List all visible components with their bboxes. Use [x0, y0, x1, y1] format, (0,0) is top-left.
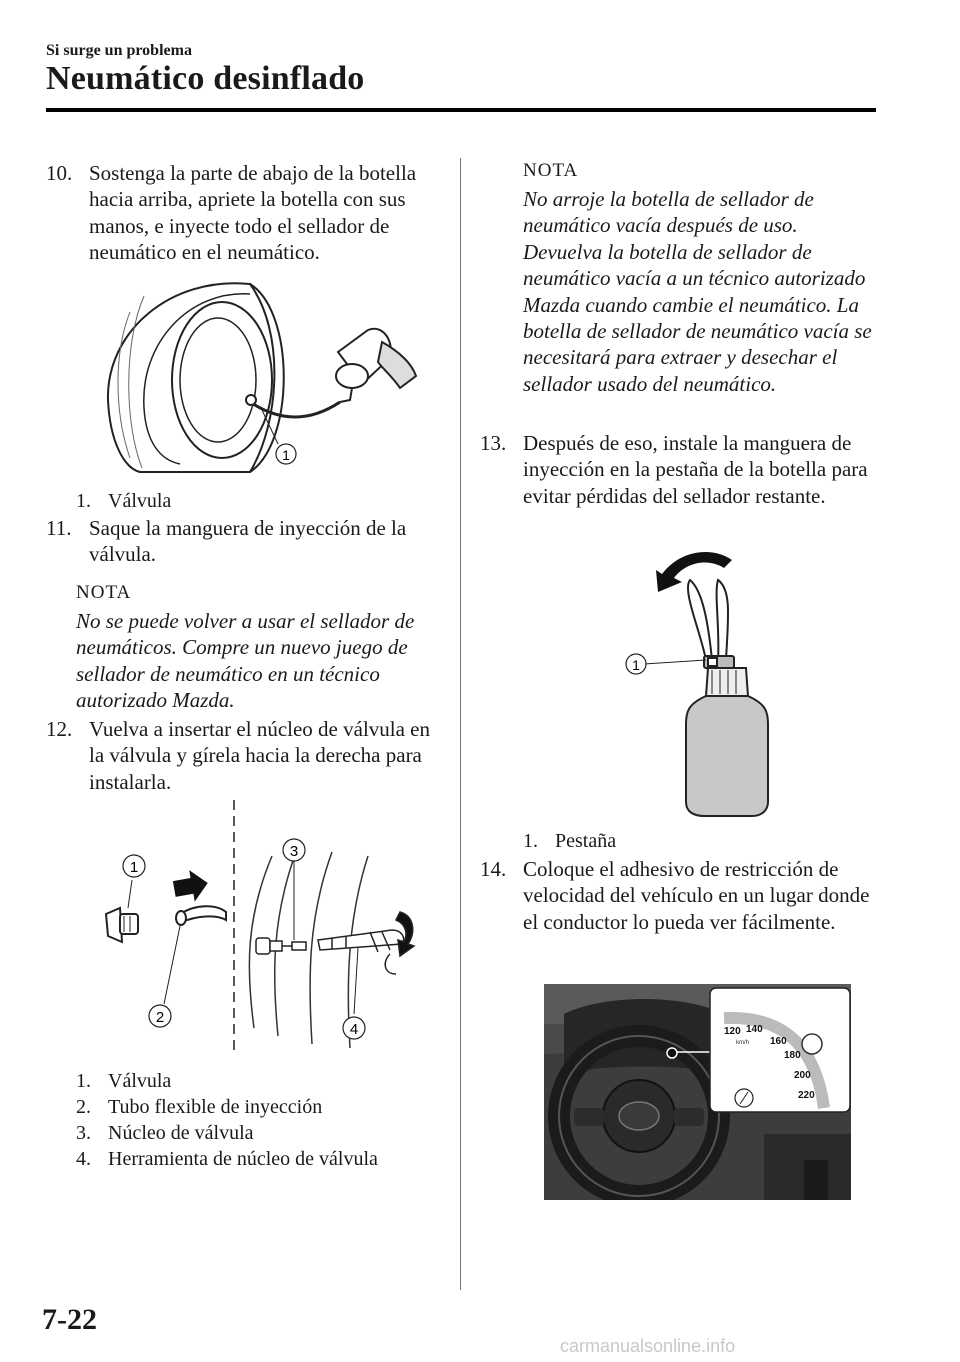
svg-text:1: 1	[632, 657, 640, 673]
step-number: 11.	[46, 516, 72, 540]
speed-tick: 140	[746, 1024, 763, 1035]
dashboard-photo	[544, 984, 851, 1200]
step-number: 14.	[480, 857, 507, 881]
fig1-caption	[76, 488, 171, 514]
speed-tick: 220	[798, 1090, 815, 1101]
speedometer-inset	[710, 988, 850, 1112]
svg-text:1: 1	[129, 859, 139, 876]
step-text: Después de eso, instale la manguera de inyección en la pestaña de la botella para evitar pérdidas del sellador restante.	[523, 431, 868, 508]
fig2-caption	[76, 1068, 378, 1172]
caption-item: 4. Herramienta de núcleo de válvula	[76, 1148, 378, 1170]
speed-tick: 160	[770, 1036, 787, 1047]
page-number: 7-22	[42, 1303, 97, 1336]
svg-text:2: 2	[155, 1009, 165, 1026]
step-14	[480, 856, 880, 935]
callout-1	[123, 855, 145, 877]
caption-item: 1. Válvula	[76, 1070, 172, 1092]
fig3-caption	[523, 828, 616, 854]
title-rule	[46, 108, 876, 112]
step-13	[480, 430, 880, 509]
step-number: 10.	[46, 161, 73, 185]
speed-unit: km/h	[736, 1040, 750, 1046]
step-12	[46, 716, 436, 795]
tire-sealant-illustration	[100, 272, 420, 480]
callout-2	[149, 1005, 171, 1027]
nota-text: No arroje la botella de sellador de neumático vacía después de uso. Devuelva la botella de sellador de neumático vacía a un técnico autorizado Mazda cuando cambie el neumático. La botella de sellador de neumático vacía se necesitará para extraer y desechar el sellador usado del neumático.	[523, 187, 872, 396]
section-label: Si surge un problema	[46, 42, 192, 59]
speed-tick: 120	[724, 1026, 741, 1037]
callout-label: 1	[282, 447, 290, 463]
page-title: Neumático desinflado	[46, 60, 365, 97]
callout-leader	[644, 660, 706, 664]
nota-1	[76, 582, 426, 714]
nota-heading: NOTA	[523, 160, 579, 181]
step-text: Coloque el adhesivo de restricción de velocidad del vehículo en un lugar donde el conductor lo pueda ver fácilmente.	[523, 857, 870, 934]
callout-3	[283, 839, 305, 861]
valve-core-illustration	[96, 798, 436, 1058]
sealant-bottle-icon	[686, 656, 768, 816]
injection-hose-icon	[688, 580, 728, 660]
speed-tick: 180	[784, 1050, 801, 1061]
watermark: carmanualsonline.info	[560, 1336, 736, 1356]
step-text: Sostenga la parte de abajo de la botella hacia arriba, apriete la botella con sus manos, e inyecte todo el sellador de neumático en el neumático.	[89, 161, 417, 265]
caption-item: 1. Pestaña	[523, 830, 617, 852]
step-number: 13.	[480, 431, 507, 455]
bottle-tab-illustration	[620, 540, 780, 820]
callout-1	[626, 654, 646, 674]
valve-core-tool-icon	[318, 930, 404, 952]
svg-text:4: 4	[349, 1021, 359, 1038]
step-10	[46, 160, 436, 266]
valve-core-icon	[256, 938, 306, 954]
step-number: 12.	[46, 717, 73, 741]
tire-icon	[108, 283, 284, 472]
valve-icon	[106, 908, 138, 942]
step-11	[46, 515, 436, 568]
nota-2	[523, 160, 873, 397]
speed-sticker	[802, 1034, 822, 1054]
caption-item: 2. Tubo flexible de inyección	[76, 1096, 323, 1118]
callout-4	[343, 1017, 365, 1039]
step-text: Vuelva a insertar el núcleo de válvula en la válvula y gírela hacia la derecha para instalarla.	[89, 717, 431, 794]
svg-text:3: 3	[289, 843, 299, 860]
nota-text: No se puede volver a usar el sellador de neumáticos. Compre un nuevo juego de sellador de neumático en un técnico autorizado Mazda.	[76, 609, 415, 713]
column-divider	[460, 158, 461, 1290]
nota-heading: NOTA	[76, 582, 132, 603]
caption-item: 1. Válvula	[76, 490, 172, 512]
step-text: Saque la manguera de inyección de la válvula.	[89, 516, 407, 567]
speed-tick: 200	[794, 1070, 811, 1081]
arrow-right-icon	[171, 867, 210, 904]
callout-leaders	[128, 860, 358, 1014]
caption-item: 3. Núcleo de válvula	[76, 1122, 254, 1144]
injection-hose-icon	[176, 906, 226, 925]
sticker-location-marker	[667, 1048, 677, 1058]
